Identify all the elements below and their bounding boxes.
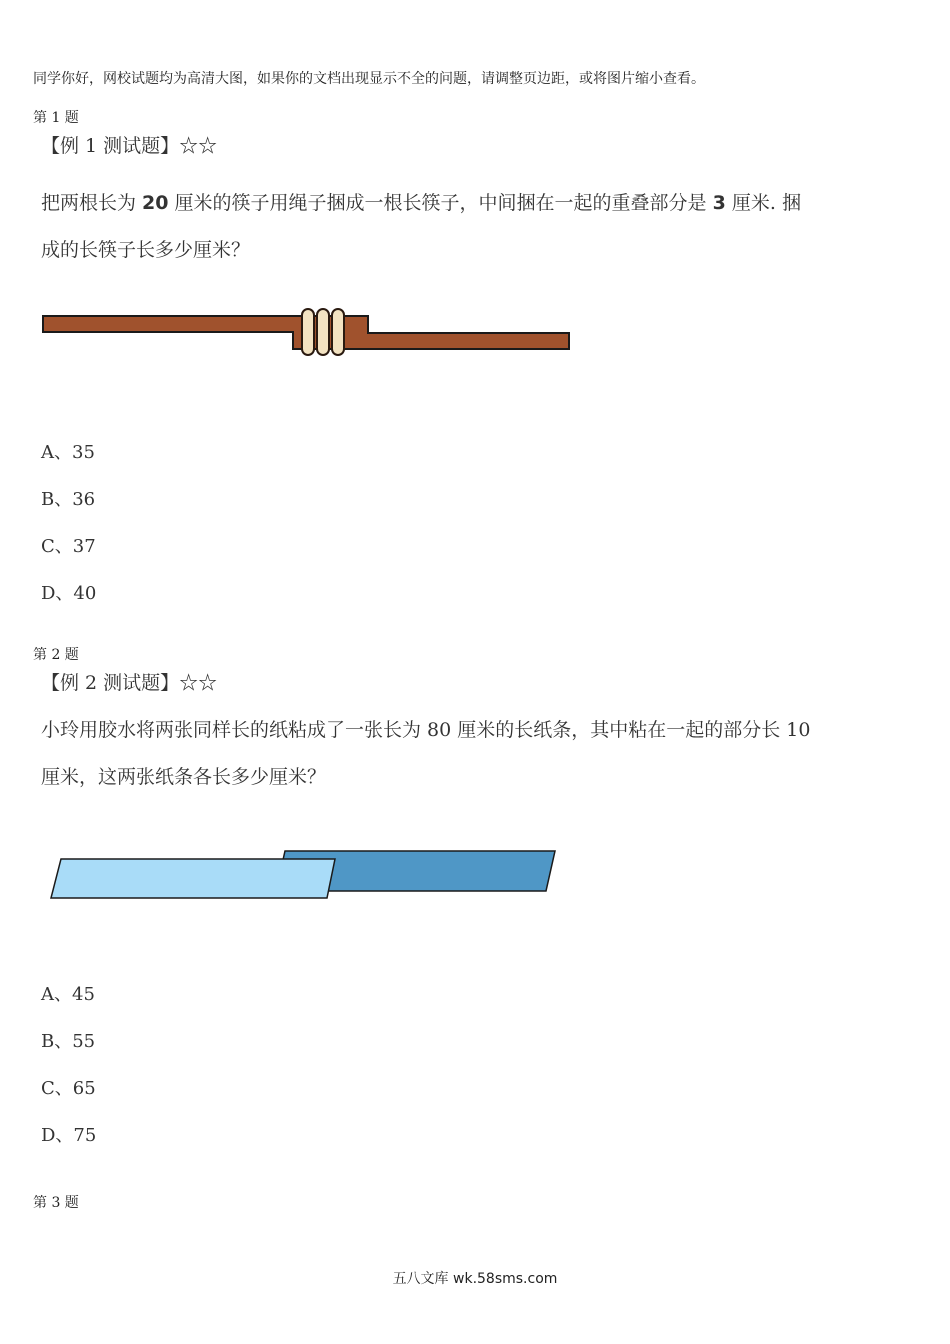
question-2-stem-line1: 小玲用胶水将两张同样长的纸粘成了一张长为 80 厘米的长纸条，其中粘在一起的部分长 10 [41,719,811,741]
question-1-option-a[interactable]: A、35 [41,442,95,463]
question-1-option-d[interactable]: D、40 [41,583,97,604]
question-1-number: 第 1 题 [33,110,79,126]
question-2-option-d[interactable]: D、75 [41,1125,97,1146]
question-3-number: 第 3 题 [33,1195,79,1211]
question-1-stem-line1: 把两根长为 20 厘米的筷子用绳子捆成一根长筷子，中间捆在一起的重叠部分是 3 厘米. 捆 [41,192,801,214]
notice-text: 同学你好，网校试题均为高清大图，如果你的文档出现显示不全的问题，请调整页边距，或将图片缩小查看。 [33,71,705,87]
question-1-title: 【例 1 测试题】☆☆ [41,135,218,157]
question-2-number: 第 2 题 [33,647,79,663]
question-1-option-c[interactable]: C、37 [41,536,96,557]
chopsticks-figure [40,300,575,360]
paper-strips-figure [45,845,565,905]
question-1-option-b[interactable]: B、36 [41,489,96,510]
question-1-stem-line2: 成的长筷子长多少厘米？ [41,239,251,261]
footer-watermark: 五八文库 wk.58sms.com [392,1271,558,1287]
question-2-option-c[interactable]: C、65 [41,1078,96,1099]
paper-strip-front [51,859,335,898]
question-2-option-a[interactable]: A、45 [41,984,95,1005]
question-2-option-b[interactable]: B、55 [41,1031,96,1052]
rope-binding [302,309,344,355]
question-2-stem-line2: 厘米，这两张纸条各长多少厘米？ [41,766,327,788]
question-2-title: 【例 2 测试题】☆☆ [41,672,218,694]
